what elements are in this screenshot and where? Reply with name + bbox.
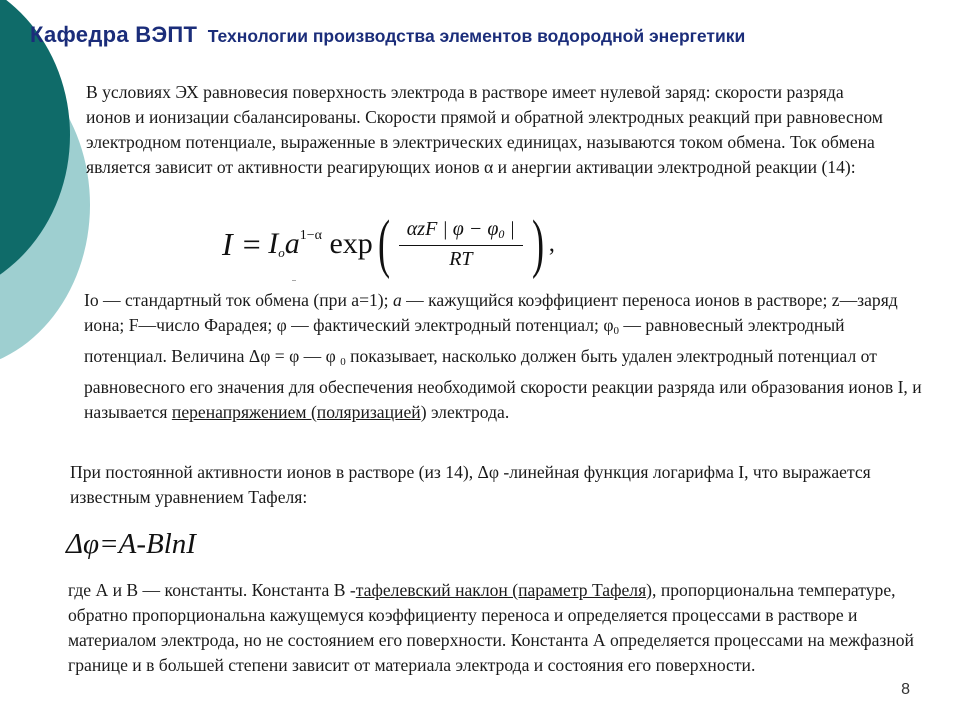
formula-base: a bbox=[284, 227, 300, 260]
tafel-slope-term: тафелевский наклон (параметр Тафеля), bbox=[355, 580, 657, 600]
formula-close-paren: ) bbox=[531, 207, 544, 280]
paragraph-tafel-intro: При постоянной активности ионов в растворе (из 14), Δφ -линейная функция логарифма I, что выражается известным уравнением Тафеля: bbox=[70, 462, 871, 507]
formula-fraction bbox=[399, 218, 523, 271]
paragraph-equilibrium: В условиях ЭХ равновесия поверхность электрода в растворе имеет нулевой заряд: скорости разряда ионов и ионизации сбалансированы. Скорости прямой и обратной электродных реакций при равновесном электродном потенциале, выраженные в электрических единицах, называются током обмена. Ток обмена является зависит от активности реагирующих ионов α и анергии активации электродной реакции (14): bbox=[86, 82, 883, 177]
coefficient-a: a bbox=[392, 290, 402, 310]
overvoltage-term: перенапряжением (поляризацией bbox=[171, 402, 421, 422]
department-title: Кафедра ВЭПТ bbox=[30, 22, 198, 47]
exchange-current-formula bbox=[222, 207, 555, 283]
course-title: Технологии производства элементов водородной энергетики bbox=[207, 26, 746, 46]
formula-artifact: .. bbox=[292, 274, 296, 283]
formula-coef-sub: o bbox=[278, 245, 285, 260]
slide-header bbox=[30, 22, 940, 48]
formula-lhs: I = bbox=[222, 225, 263, 262]
formula-exp: exp bbox=[329, 227, 373, 260]
formula-comma: , bbox=[548, 230, 555, 257]
page-number: 8 bbox=[901, 681, 910, 698]
paragraph-definitions: Io — стандартный ток обмена (при а=1); a — кажущийся коэффициент переноса ионов в растворе; z—заряд иона; F—число Фарадея; φ — фактический электродный потенциал; $\varphi_0$ — равновесный электродный потенциал. Величина Δφ = φ — φ $_0$ показывает, насколько должен быть удален электродный потенциал от равновесного его значения для обеспечения необходимой скорости реакции разряда или образования ионов I, и называется перенапряжением (поляризацией) электрода. bbox=[84, 290, 922, 422]
formula-coef: I bbox=[268, 227, 279, 260]
paragraph-constants: где А и В — константы. Константа В -тафелевский наклон (параметр Тафеля), пропорциональна температуре, обратно пропорциональна кажущемуся коэффициенту переноса и определяется процессами в растворе и материалом электрода, но не состоянием его поверхности. Константа А определяется процессами на межфазной границе и в большей степени зависит от материала электрода и состояния его поверхности. bbox=[68, 580, 914, 675]
formula-numerator: αzF | $\varphi - \varphi_0$ | bbox=[399, 218, 523, 246]
formula-exponent: 1−α bbox=[299, 228, 322, 243]
formula-open-paren: ( bbox=[377, 207, 390, 280]
formula-main-term bbox=[268, 227, 373, 261]
formula-denominator: RT bbox=[449, 247, 473, 270]
tafel-equation: Δφ=A-BlnI bbox=[66, 528, 196, 560]
